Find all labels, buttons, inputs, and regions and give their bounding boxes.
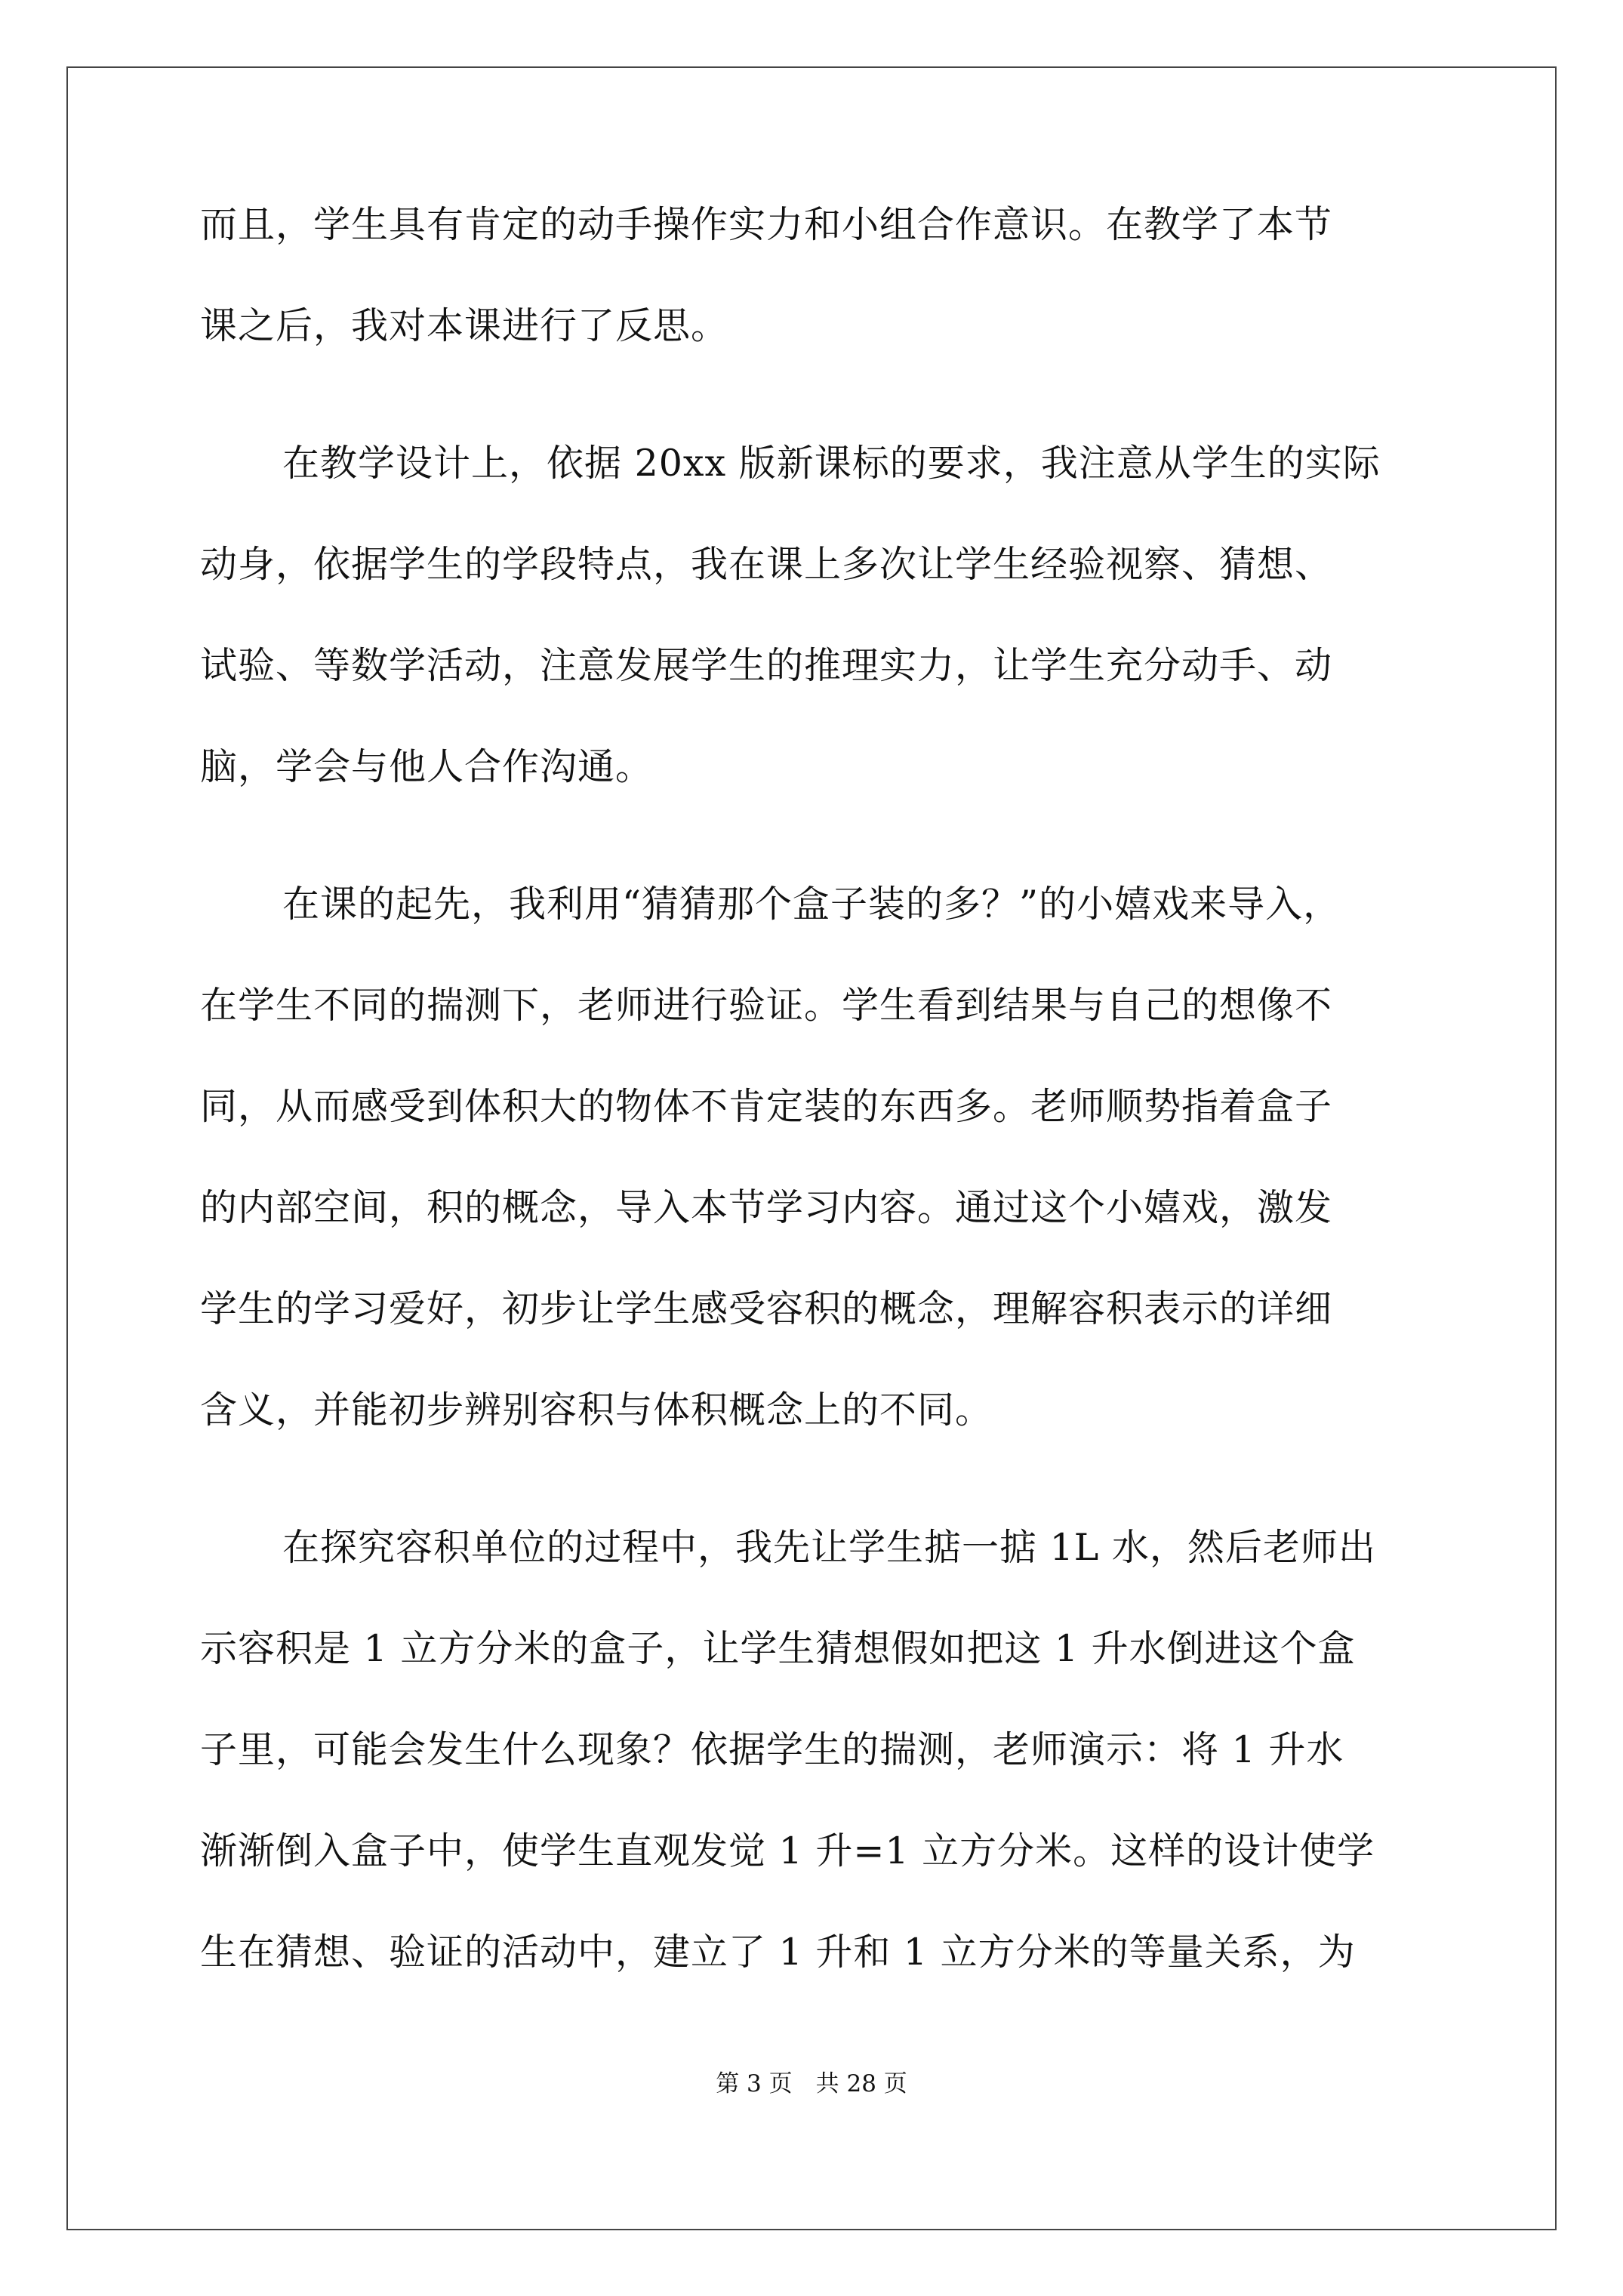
page-number-footer: 第 3 页 共 28 页 <box>716 2070 907 2097</box>
text-line: 课之后，我对本课进行了反思。 <box>200 304 729 347</box>
text-line: 示容积是 1 立方分米的盒子，让学生猜想假如把这 1 升水倒进这个盒 <box>200 1627 1356 1670</box>
paragraph-first-line: 在课的起先，我利用“猜猜那个盒子装的多？”的小嬉戏来导入， <box>282 883 1341 926</box>
paragraph-first-line: 在探究容积单位的过程中，我先让学生掂一掂 1L 水，然后老师出 <box>282 1526 1376 1569</box>
text-line: 同，从而感受到体积大的物体不肯定装的东西多。老师顺势指着盒子 <box>200 1085 1333 1128</box>
text-line: 在学生不同的揣测下，老师进行验证。学生看到结果与自己的想像不 <box>200 984 1333 1027</box>
text-line: 的内部空间，积的概念，导入本节学习内容。通过这个小嬉戏，激发 <box>200 1186 1333 1229</box>
text-line: 含义，并能初步辨别容积与体积概念上的不同。 <box>200 1388 993 1432</box>
paragraph-first-line: 在教学设计上，依据 20xx 版新课标的要求，我注意从学生的实际 <box>282 442 1381 485</box>
text-line: 脑，学会与他人合作沟通。 <box>200 745 654 788</box>
text-line: 渐渐倒入盒子中，使学生直观发觉 1 升=1 立方分米。这样的设计使学 <box>200 1829 1375 1872</box>
page-border <box>66 66 1557 2230</box>
text-line: 动身，依据学生的学段特点，我在课上多次让学生经验视察、猜想、 <box>200 543 1333 586</box>
text-line: 学生的学习爱好，初步让学生感受容积的概念，理解容积表示的详细 <box>200 1287 1333 1330</box>
text-line: 试验、等数学活动，注意发展学生的推理实力，让学生充分动手、动 <box>200 644 1333 687</box>
text-line: 子里，可能会发生什么现象？依据学生的揣测，老师演示：将 1 升水 <box>200 1728 1344 1771</box>
text-line: 生在猜想、验证的活动中，建立了 1 升和 1 立方分米的等量关系，为 <box>200 1931 1356 1974</box>
text-line: 而且，学生具有肯定的动手操作实力和小组合作意识。在教学了本节 <box>200 203 1333 246</box>
